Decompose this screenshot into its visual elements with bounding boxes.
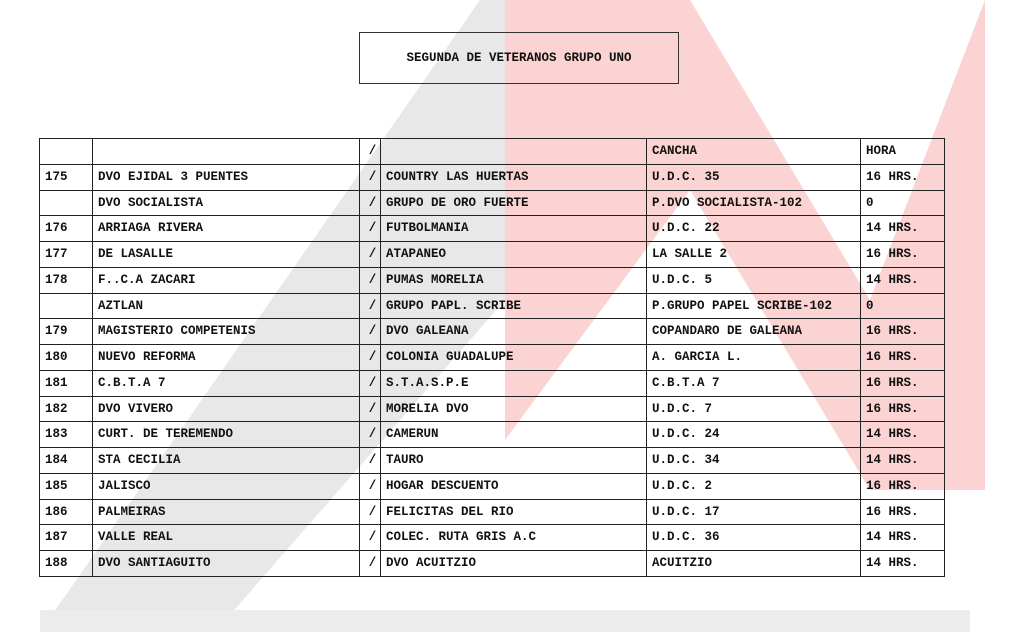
home-team-cell: C.B.T.A 7	[93, 370, 360, 396]
header-cancha: CANCHA	[647, 139, 861, 165]
home-team-cell: NUEVO REFORMA	[93, 345, 360, 371]
separator-cell: /	[360, 499, 381, 525]
separator-cell: /	[360, 293, 381, 319]
cancha-cell: U.D.C. 7	[647, 396, 861, 422]
away-team-cell: COLEC. RUTA GRIS A.C	[381, 525, 647, 551]
table-row	[40, 396, 945, 422]
separator-cell: /	[360, 319, 381, 345]
table-row	[40, 473, 945, 499]
separator-cell: /	[360, 216, 381, 242]
table-row	[40, 499, 945, 525]
table-row	[40, 216, 945, 242]
separator-cell: /	[360, 164, 381, 190]
schedule-table-body	[40, 139, 945, 577]
hora-cell: 14 HRS.	[861, 551, 945, 577]
watermark-gray-letters	[40, 610, 970, 632]
hora-cell: 16 HRS.	[861, 164, 945, 190]
match-number-cell: 186	[40, 499, 93, 525]
cancha-cell: U.D.C. 17	[647, 499, 861, 525]
away-team-cell: GRUPO DE ORO FUERTE	[381, 190, 647, 216]
separator-cell: /	[360, 422, 381, 448]
separator-cell: /	[360, 525, 381, 551]
match-number-cell: 182	[40, 396, 93, 422]
match-number-cell	[40, 293, 93, 319]
table-row	[40, 370, 945, 396]
cancha-cell: A. GARCIA L.	[647, 345, 861, 371]
table-header-row	[40, 139, 945, 165]
away-team-cell: CAMERUN	[381, 422, 647, 448]
hora-cell: 16 HRS.	[861, 319, 945, 345]
match-number-cell: 177	[40, 242, 93, 268]
hora-cell: 0	[861, 293, 945, 319]
home-team-cell: CURT. DE TEREMENDO	[93, 422, 360, 448]
hora-cell: 0	[861, 190, 945, 216]
match-number-cell: 188	[40, 551, 93, 577]
cancha-cell: U.D.C. 35	[647, 164, 861, 190]
cancha-cell: U.D.C. 36	[647, 525, 861, 551]
hora-cell: 14 HRS.	[861, 448, 945, 474]
away-team-cell: COLONIA GUADALUPE	[381, 345, 647, 371]
match-number-cell: 176	[40, 216, 93, 242]
hora-cell: 16 HRS.	[861, 396, 945, 422]
cancha-cell: P.DVO SOCIALISTA-102	[647, 190, 861, 216]
away-team-cell: DVO GALEANA	[381, 319, 647, 345]
cancha-cell: U.D.C. 24	[647, 422, 861, 448]
table-row	[40, 525, 945, 551]
away-team-cell: PUMAS MORELIA	[381, 267, 647, 293]
home-team-cell: PALMEIRAS	[93, 499, 360, 525]
away-team-cell: GRUPO PAPL. SCRIBE	[381, 293, 647, 319]
away-team-cell: S.T.A.S.P.E	[381, 370, 647, 396]
home-team-cell: STA CECILIA	[93, 448, 360, 474]
separator-cell: /	[360, 345, 381, 371]
table-row	[40, 422, 945, 448]
hora-cell: 16 HRS.	[861, 345, 945, 371]
away-team-cell: DVO ACUITZIO	[381, 551, 647, 577]
home-team-cell: DVO SOCIALISTA	[93, 190, 360, 216]
table-row	[40, 448, 945, 474]
table-row	[40, 164, 945, 190]
home-team-cell: MAGISTERIO COMPETENIS	[93, 319, 360, 345]
header-away-team	[381, 139, 647, 165]
home-team-cell: DE LASALLE	[93, 242, 360, 268]
cancha-cell: LA SALLE 2	[647, 242, 861, 268]
hora-cell: 16 HRS.	[861, 473, 945, 499]
home-team-cell: VALLE REAL	[93, 525, 360, 551]
hora-cell: 14 HRS.	[861, 267, 945, 293]
away-team-cell: FELICITAS DEL RIO	[381, 499, 647, 525]
home-team-cell: DVO VIVERO	[93, 396, 360, 422]
home-team-cell: F..C.A ZACARI	[93, 267, 360, 293]
match-number-cell: 178	[40, 267, 93, 293]
away-team-cell: HOGAR DESCUENTO	[381, 473, 647, 499]
table-row	[40, 190, 945, 216]
page-title: SEGUNDA DE VETERANOS GRUPO UNO	[359, 32, 679, 84]
away-team-cell: FUTBOLMANIA	[381, 216, 647, 242]
match-number-cell: 179	[40, 319, 93, 345]
header-hora: HORA	[861, 139, 945, 165]
hora-cell: 14 HRS.	[861, 422, 945, 448]
match-number-cell: 187	[40, 525, 93, 551]
hora-cell: 16 HRS.	[861, 499, 945, 525]
table-row	[40, 293, 945, 319]
table-row	[40, 345, 945, 371]
separator-cell: /	[360, 473, 381, 499]
separator-cell: /	[360, 370, 381, 396]
away-team-cell: COUNTRY LAS HUERTAS	[381, 164, 647, 190]
home-team-cell: DVO SANTIAGUITO	[93, 551, 360, 577]
away-team-cell: MORELIA DVO	[381, 396, 647, 422]
cancha-cell: U.D.C. 5	[647, 267, 861, 293]
table-row	[40, 319, 945, 345]
away-team-cell: TAURO	[381, 448, 647, 474]
cancha-cell: U.D.C. 22	[647, 216, 861, 242]
match-number-cell: 184	[40, 448, 93, 474]
hora-cell: 16 HRS.	[861, 242, 945, 268]
home-team-cell: JALISCO	[93, 473, 360, 499]
cancha-cell: U.D.C. 2	[647, 473, 861, 499]
cancha-cell: C.B.T.A 7	[647, 370, 861, 396]
hora-cell: 16 HRS.	[861, 370, 945, 396]
cancha-cell: ACUITZIO	[647, 551, 861, 577]
match-number-cell	[40, 190, 93, 216]
separator-cell: /	[360, 190, 381, 216]
hora-cell: 14 HRS.	[861, 216, 945, 242]
home-team-cell: DVO EJIDAL 3 PUENTES	[93, 164, 360, 190]
table-row	[40, 551, 945, 577]
away-team-cell: ATAPANEO	[381, 242, 647, 268]
match-number-cell: 180	[40, 345, 93, 371]
cancha-cell: COPANDARO DE GALEANA	[647, 319, 861, 345]
home-team-cell: ARRIAGA RIVERA	[93, 216, 360, 242]
separator-cell: /	[360, 448, 381, 474]
hora-cell: 14 HRS.	[861, 525, 945, 551]
header-separator: /	[360, 139, 381, 165]
match-number-cell: 181	[40, 370, 93, 396]
header-number	[40, 139, 93, 165]
cancha-cell: P.GRUPO PAPEL SCRIBE-102	[647, 293, 861, 319]
home-team-cell: AZTLAN	[93, 293, 360, 319]
cancha-cell: U.D.C. 34	[647, 448, 861, 474]
separator-cell: /	[360, 396, 381, 422]
separator-cell: /	[360, 551, 381, 577]
schedule-table	[39, 138, 945, 577]
table-row	[40, 267, 945, 293]
match-number-cell: 175	[40, 164, 93, 190]
separator-cell: /	[360, 267, 381, 293]
match-number-cell: 185	[40, 473, 93, 499]
header-home-team	[93, 139, 360, 165]
separator-cell: /	[360, 242, 381, 268]
match-number-cell: 183	[40, 422, 93, 448]
table-row	[40, 242, 945, 268]
